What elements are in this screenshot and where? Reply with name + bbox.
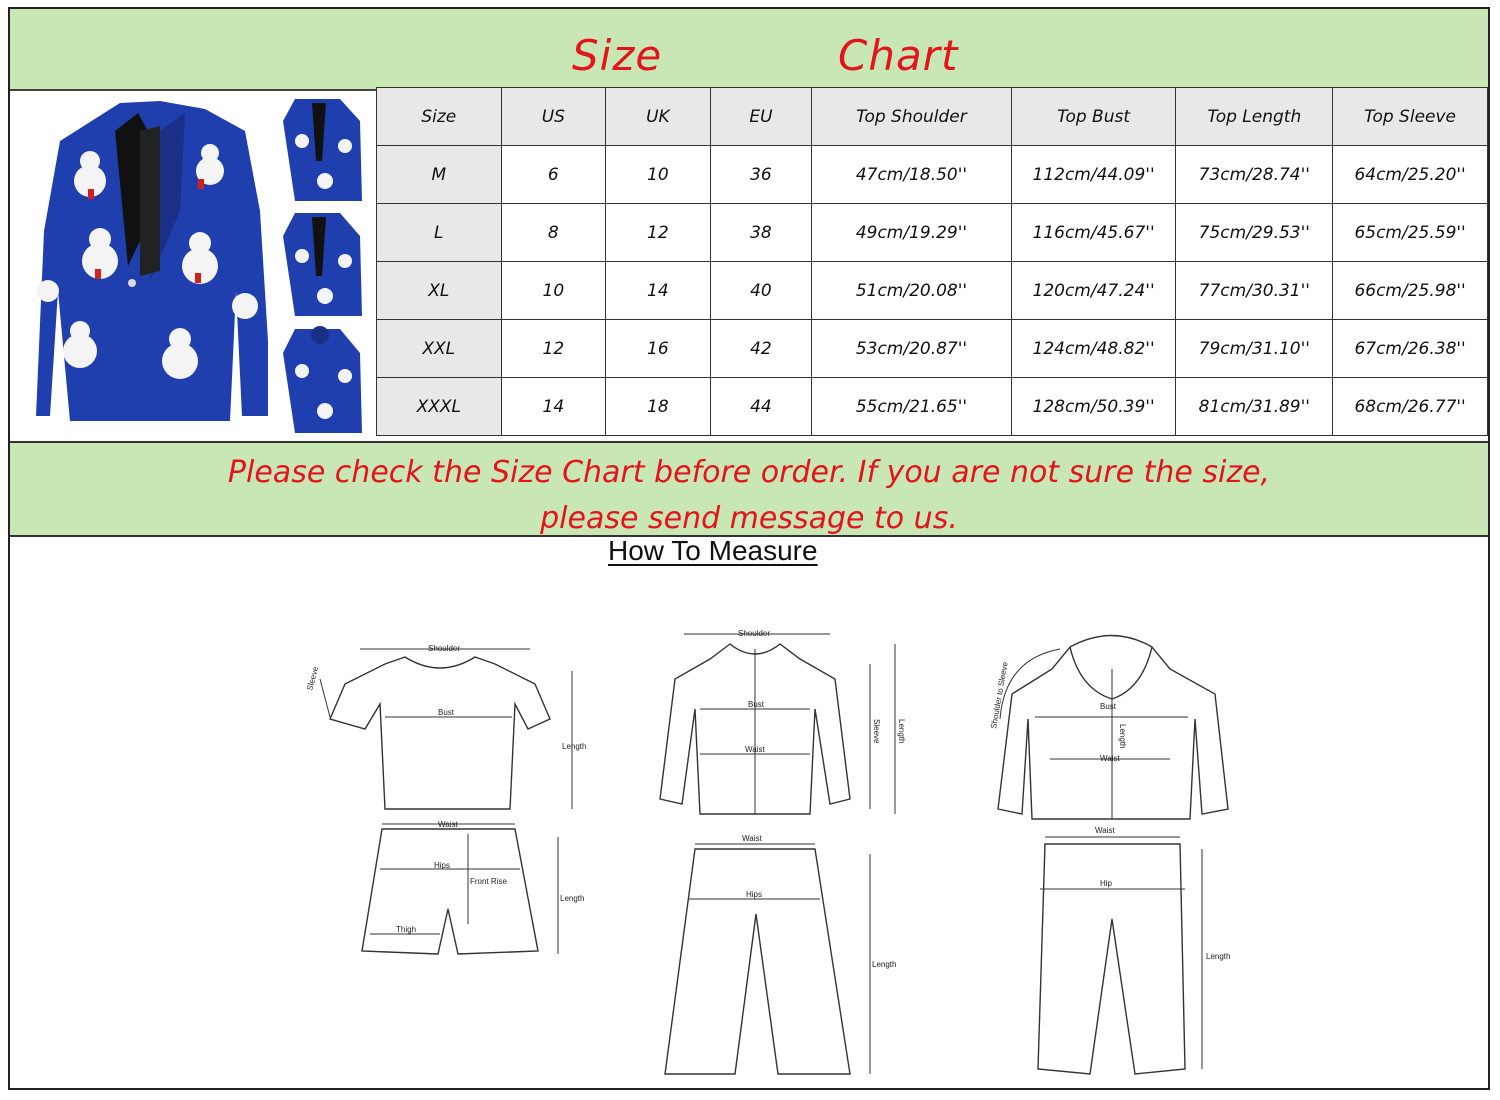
cell-eu: 44	[710, 378, 812, 436]
cell-top-shoulder: 51cm/20.08''	[812, 262, 1012, 320]
cell-top-bust: 120cm/47.24''	[1011, 262, 1176, 320]
title-size: Size	[572, 31, 663, 80]
cell-uk: 14	[606, 262, 711, 320]
col-header-size: Size	[377, 88, 502, 146]
cell-size: XL	[377, 262, 502, 320]
shirt-bust-label: Bust	[748, 700, 765, 709]
cell-top-length: 75cm/29.53''	[1176, 204, 1333, 262]
cell-top-shoulder: 53cm/20.87''	[812, 320, 1012, 378]
tshirt-diagram	[320, 649, 572, 809]
col-header-top-length: Top Length	[1176, 88, 1333, 146]
shirt-waist-label: Waist	[745, 745, 765, 754]
cell-top-bust: 112cm/44.09''	[1011, 146, 1176, 204]
col-header-top-shoulder: Top Shoulder	[812, 88, 1012, 146]
cell-top-bust: 124cm/48.82''	[1011, 320, 1176, 378]
cell-eu: 38	[710, 204, 812, 262]
cell-top-sleeve: 65cm/25.59''	[1333, 204, 1488, 262]
joggers-diagram	[1038, 837, 1202, 1074]
table-row	[377, 262, 1488, 320]
shorts-hips-label: Hips	[434, 861, 451, 870]
cell-top-length: 73cm/28.74''	[1176, 146, 1333, 204]
cell-us: 12	[501, 320, 606, 378]
jacket-images	[10, 91, 374, 439]
pants-hips-label: Hips	[746, 890, 763, 899]
cell-top-shoulder: 55cm/21.65''	[812, 378, 1012, 436]
table-row	[377, 204, 1488, 262]
cell-top-sleeve: 66cm/25.98''	[1333, 262, 1488, 320]
pants-waist-label: Waist	[742, 834, 762, 843]
size-chart-frame	[8, 7, 1490, 1090]
tshirt-length-label: Length	[562, 742, 587, 751]
shorts-waist-label: Waist	[438, 820, 458, 829]
cell-us: 8	[501, 204, 606, 262]
thumbnail-jacket-2	[283, 213, 362, 316]
cell-top-sleeve: 67cm/26.38''	[1333, 320, 1488, 378]
shorts-front-rise-label: Front Rise	[470, 877, 507, 886]
cell-eu: 40	[710, 262, 812, 320]
cell-eu: 36	[710, 146, 812, 204]
cell-uk: 12	[606, 204, 711, 262]
tshirt-shoulder-label: Shoulder	[428, 644, 461, 653]
shorts-thigh-label: Thigh	[396, 925, 417, 934]
joggers-waist-label: Waist	[1095, 826, 1115, 835]
col-header-top-sleeve: Top Sleeve	[1333, 88, 1488, 146]
cell-size: L	[377, 204, 502, 262]
table-row	[377, 146, 1488, 204]
joggers-hip-label: Hip	[1100, 879, 1113, 888]
cell-top-length: 77cm/30.31''	[1176, 262, 1333, 320]
cell-us: 10	[501, 262, 606, 320]
title-chart: Chart	[838, 31, 959, 80]
thumbnail-jacket-3	[283, 326, 362, 433]
tshirt-sleeve-label: Sleeve	[305, 665, 321, 692]
hoodie-length-label: Length	[1118, 724, 1127, 749]
shirt-diagram	[660, 634, 895, 814]
col-header-us: US	[501, 88, 606, 146]
cell-uk: 10	[606, 146, 711, 204]
cell-top-shoulder: 47cm/18.50''	[812, 146, 1012, 204]
notice-line-2: please send message to us.	[540, 501, 958, 536]
cell-top-sleeve: 68cm/26.77''	[1333, 378, 1488, 436]
cell-top-bust: 128cm/50.39''	[1011, 378, 1176, 436]
table-header-row	[377, 88, 1488, 146]
pants-length-label: Length	[872, 960, 897, 969]
cell-size: XXXL	[377, 378, 502, 436]
shorts-diagram	[362, 824, 558, 954]
shirt-length-label: Length	[897, 719, 906, 744]
hoodie-diagram	[998, 636, 1228, 820]
cell-size: XXL	[377, 320, 502, 378]
cell-size: M	[377, 146, 502, 204]
shirt-shoulder-label: Shoulder	[738, 629, 771, 638]
measurement-diagrams	[290, 609, 1250, 1079]
joggers-length-label: Length	[1206, 952, 1231, 961]
cell-top-sleeve: 64cm/25.20''	[1333, 146, 1488, 204]
pants-diagram	[665, 844, 870, 1074]
cell-top-bust: 116cm/45.67''	[1011, 204, 1176, 262]
table-row	[377, 320, 1488, 378]
main-jacket-image	[36, 101, 268, 421]
hoodie-bust-label: Bust	[1100, 702, 1117, 711]
col-header-eu: EU	[710, 88, 812, 146]
cell-top-length: 81cm/31.89''	[1176, 378, 1333, 436]
col-header-top-bust: Top Bust	[1011, 88, 1176, 146]
cell-us: 6	[501, 146, 606, 204]
cell-uk: 16	[606, 320, 711, 378]
hoodie-waist-label: Waist	[1100, 754, 1120, 763]
notice-line-1: Please check the Size Chart before order. If you are not sure the size,	[227, 455, 1271, 490]
shirt-sleeve-label: Sleeve	[872, 719, 881, 744]
cell-uk: 18	[606, 378, 711, 436]
col-header-uk: UK	[606, 88, 711, 146]
thumbnail-jacket-1	[283, 99, 362, 201]
table-row	[377, 378, 1488, 436]
shorts-length-label: Length	[560, 894, 585, 903]
size-table	[376, 87, 1488, 436]
title-banner	[10, 9, 1488, 91]
product-photo-panel	[10, 91, 374, 439]
notice-band	[10, 441, 1488, 537]
cell-top-length: 79cm/31.10''	[1176, 320, 1333, 378]
tshirt-bust-label: Bust	[438, 708, 455, 717]
cell-top-shoulder: 49cm/19.29''	[812, 204, 1012, 262]
cell-us: 14	[501, 378, 606, 436]
how-to-measure-title: How To Measure	[608, 535, 818, 566]
hoodie-shoulder-to-sleeve-label: Shoulder to Sleeve	[989, 661, 1010, 730]
cell-eu: 42	[710, 320, 812, 378]
